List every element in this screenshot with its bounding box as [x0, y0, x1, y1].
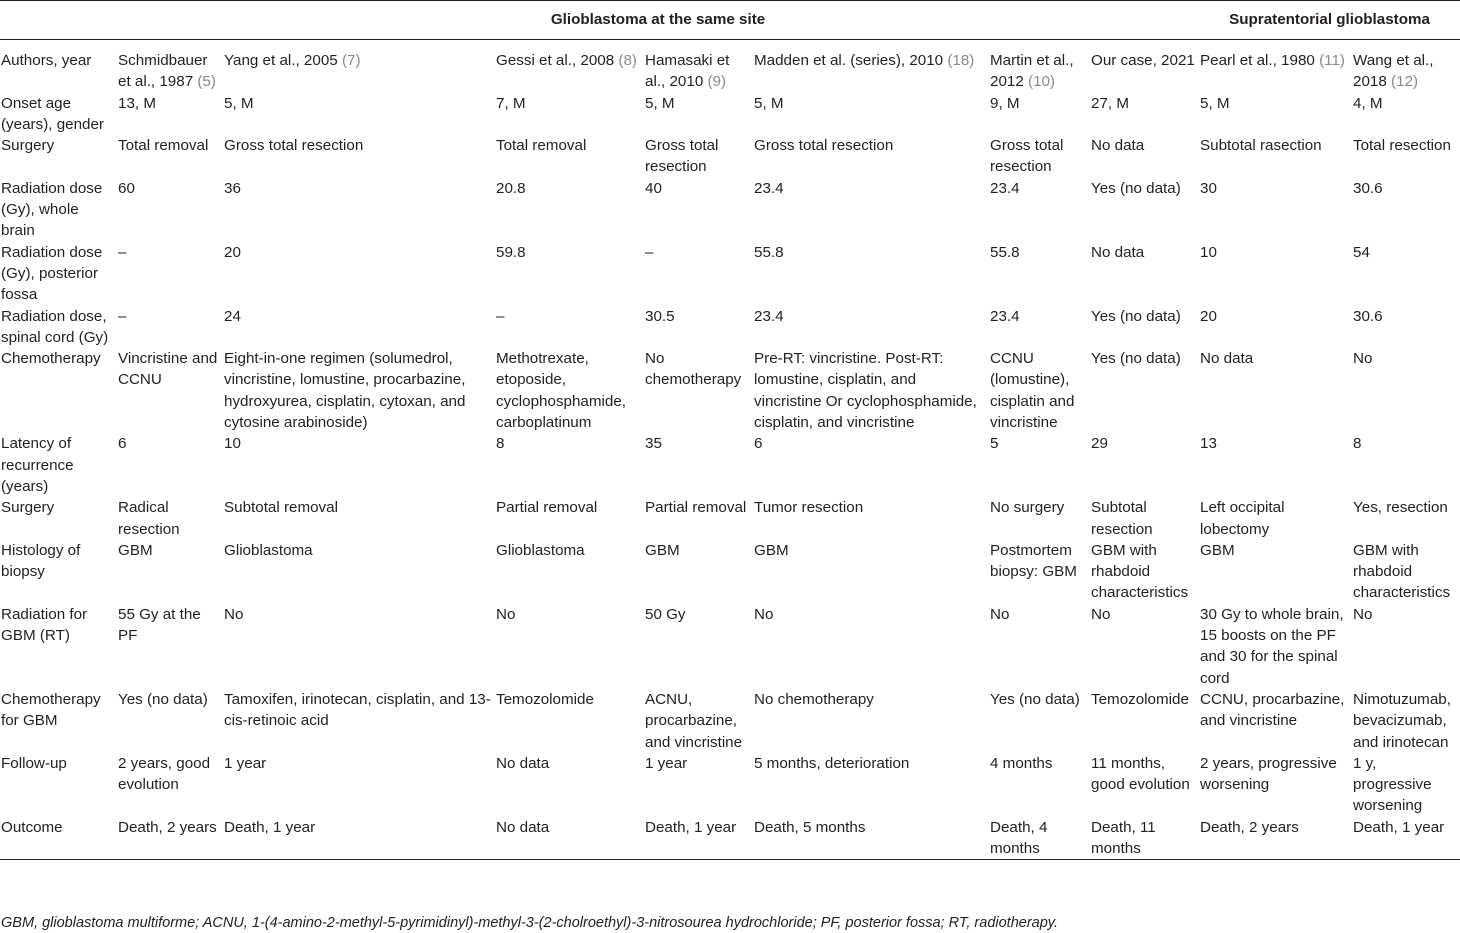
table-cell: Our case, 2021 — [1091, 52, 1195, 69]
table-cell: Total removal — [496, 137, 587, 155]
header-empty-cell — [0, 1, 117, 40]
table-cell: 6 — [118, 435, 127, 453]
table-cell: Yes (no data) — [990, 690, 1080, 708]
table-cell: 8 — [496, 435, 505, 453]
table-cell: Hamasaki et al., 2010 (9) — [645, 52, 730, 91]
reference-link[interactable]: (9) — [707, 73, 727, 91]
table-cell: Death, 2 years — [118, 818, 217, 836]
table-cell: 1 y, progressive worsening — [1353, 754, 1432, 815]
table-cell: GBM with rhabdoid characteristics — [1091, 541, 1189, 602]
table-cell: 29 — [1091, 435, 1108, 453]
table-cell: Nimotuzumab, bevacizumab, and irinotecan — [1353, 690, 1451, 751]
table-cell: 30 Gy to whole brain, 15 boosts on the PF and 30 for the spinal cord — [1200, 605, 1344, 687]
reference-link[interactable]: (10) — [1028, 73, 1056, 91]
table-cell: No — [990, 605, 1010, 623]
table-cell: Death, 2 years — [1200, 818, 1299, 836]
table-cell: Gross total resection — [645, 137, 719, 176]
table-cell: 8 — [1353, 435, 1362, 453]
table-cell: 50 Gy — [645, 605, 686, 623]
table-cell: – — [118, 307, 127, 325]
table-cell: No — [1353, 605, 1373, 623]
table-cell: No data — [1200, 350, 1254, 368]
row-label: Follow-up — [1, 754, 67, 772]
table-cell: GBM — [645, 541, 680, 559]
reference-link[interactable]: (8) — [618, 52, 637, 69]
table-cell: 59.8 — [496, 243, 526, 261]
table-cell: No data — [1091, 137, 1145, 155]
table-cell: 30.5 — [645, 307, 675, 325]
table-cell: Subtotal resection — [1091, 499, 1153, 538]
table-cell: Radical resection — [118, 499, 180, 538]
table-cell: 40 — [645, 179, 662, 197]
table-cell: Yes (no data) — [1091, 307, 1181, 325]
table-cell: Temozolomide — [1091, 690, 1189, 708]
table-cell: Tamoxifen, irinotecan, cisplatin, and 13-cis-retinoic acid — [224, 690, 491, 730]
row-label: Chemotherapy — [1, 350, 101, 368]
table-cell: Yes (no data) — [1091, 179, 1181, 197]
table-cell: 10 — [1200, 243, 1217, 261]
table-cell: No — [1091, 605, 1111, 623]
table-cell: 30.6 — [1353, 179, 1383, 197]
table-cell: GBM — [754, 541, 789, 559]
row-label: Radiation dose (Gy), posterior fossa — [1, 243, 103, 304]
table-cell: Death, 11 months — [1091, 818, 1156, 857]
reference-link[interactable]: (5) — [197, 73, 216, 91]
table-cell: Pearl et al., 1980 (11) — [1200, 52, 1345, 69]
table-cell: Gross total resection — [224, 137, 364, 155]
table-cell: Vincristine and CCNU — [118, 350, 218, 389]
table-cell: CCNU, procarbazine, and vincristine — [1200, 690, 1345, 730]
table-cell: 2 years, progressive worsening — [1200, 754, 1337, 794]
table-cell: Death, 1 year — [645, 818, 737, 836]
table-cell: GBM with rhabdoid characteristics — [1353, 541, 1451, 602]
table-cell: No data — [496, 754, 550, 772]
table-cell: Yang et al., 2005 (7) — [224, 52, 361, 69]
table-cell: No — [224, 605, 244, 623]
table-cell: Tumor resection — [754, 499, 864, 517]
row-label: Surgery — [1, 137, 55, 155]
table-cell: 4 months — [990, 754, 1053, 772]
row-label: Latency of recurrence (years) — [1, 435, 74, 495]
table-cell: Temozolomide — [496, 690, 594, 708]
table-cell: No chemotherapy — [754, 690, 874, 708]
table-cell: 6 — [754, 435, 763, 453]
table-cell: Gross total resection — [754, 137, 894, 155]
table-cell: Methotrexate, etoposide, cyclophosphamide, carboplatinum — [496, 350, 627, 432]
table-cell: 5, M — [224, 94, 254, 112]
table-cell: – — [496, 307, 505, 325]
table-cell: GBM — [118, 541, 153, 559]
row-label: Radiation dose (Gy), whole brain — [1, 179, 103, 240]
table-cell: 30.6 — [1353, 307, 1383, 325]
reference-link[interactable]: (18) — [947, 52, 975, 69]
reference-link[interactable]: (11) — [1319, 52, 1345, 69]
table-cell: Glioblastoma — [496, 541, 585, 559]
row-label: Outcome — [1, 818, 63, 836]
table-cell: Gross total resection — [990, 137, 1064, 176]
table-cell: 20.8 — [496, 179, 526, 197]
row-label: Radiation for GBM (RT) — [1, 605, 88, 645]
table-cell: Death, 1 year — [224, 818, 316, 836]
table-cell: Gessi et al., 2008 (8) — [496, 52, 637, 69]
table-row — [0, 178, 1460, 242]
table-cell: 27, M — [1091, 94, 1129, 112]
table-cell: 55.8 — [754, 243, 784, 261]
table-cell: 35 — [645, 435, 662, 453]
table-cell: 1 year — [224, 754, 267, 772]
table-cell: 10 — [224, 435, 241, 453]
table-cell: 9, M — [990, 94, 1020, 112]
table-cell: 5, M — [645, 94, 675, 112]
table-cell: 13 — [1200, 435, 1217, 453]
table-cell: ACNU, procarbazine, and vincristine — [645, 690, 743, 751]
table-row — [0, 689, 1460, 753]
table-cell: 20 — [224, 243, 241, 261]
table-row — [0, 348, 1460, 433]
row-label: Chemotherapy for GBM — [1, 690, 101, 730]
table-cell: 2 years, good evolution — [118, 754, 211, 794]
table-cell: Glioblastoma — [224, 541, 313, 559]
table-cell: Postmortem biopsy: GBM — [990, 541, 1077, 581]
table-cell: 5, M — [754, 94, 784, 112]
table-cell: Partial removal — [645, 499, 747, 517]
table-row — [0, 817, 1460, 860]
table-cell: No — [496, 605, 516, 623]
table-cell: Subtotal rasection — [1200, 137, 1322, 155]
table-cell: Yes, resection — [1353, 499, 1448, 517]
table-cell: Death, 1 year — [1353, 818, 1445, 836]
table-cell: 20 — [1200, 307, 1217, 325]
table-cell: 24 — [224, 307, 241, 325]
table-cell: 23.4 — [990, 307, 1020, 325]
table-cell: Subtotal removal — [224, 499, 338, 517]
table-cell: Schmidbauer et al., 1987 (5) — [118, 52, 216, 91]
table-cell: Martin et al., 2012 (10) — [990, 52, 1074, 91]
reference-link[interactable]: (7) — [341, 52, 361, 69]
row-label: Onset age (years), gender — [1, 94, 104, 133]
table-cell: Wang et al., 2018 (12) — [1353, 52, 1434, 91]
table-cell: 55.8 — [990, 243, 1020, 261]
table-cell: 23.4 — [754, 307, 784, 325]
table-footnote: GBM, glioblastoma multiforme; ACNU, 1-(4-amino-2-methyl-5-pyrimidinyl)-methyl-3-(2-cholroethyl)-3-nitrosourea hydrochloride; PF, posterior fossa; RT, radiotherapy. — [1, 915, 1058, 931]
table-cell: – — [118, 243, 127, 261]
table-cell: 5 months, deterioration — [754, 754, 910, 772]
table-cell: 11 months, good evolution — [1091, 754, 1190, 794]
table-cell: No chemotherapy — [645, 350, 742, 389]
table-cell: 1 year — [645, 754, 688, 772]
table-cell: Madden et al. (series), 2010 (18) — [754, 52, 975, 69]
table-cell: No surgery — [990, 499, 1065, 517]
table-row — [0, 433, 1460, 497]
table-cell: Partial removal — [496, 499, 598, 517]
table-row — [0, 242, 1460, 306]
header-group-same-site: Glioblastoma at the same site — [550, 11, 766, 29]
table-row — [0, 540, 1460, 604]
row-label: Surgery — [1, 499, 55, 517]
table-cell: Total removal — [118, 137, 209, 155]
table-cell: 13, M — [118, 94, 156, 112]
table-row — [0, 604, 1460, 689]
table-cell: 23.4 — [990, 179, 1020, 197]
table-cell: 30 — [1200, 179, 1217, 197]
table-cell: 54 — [1353, 243, 1370, 261]
table-cell: – — [645, 243, 654, 261]
table-row — [0, 40, 1460, 93]
table-cell: 4, M — [1353, 94, 1383, 112]
table-cell: Death, 5 months — [754, 818, 866, 836]
table-cell: 7, M — [496, 94, 526, 112]
table-cell: 36 — [224, 179, 241, 197]
row-label: Radiation dose, spinal cord (Gy) — [1, 307, 109, 346]
table-header-row — [0, 1, 1460, 40]
table-cell: GBM — [1200, 541, 1235, 559]
table-cell: 5, M — [1200, 94, 1230, 112]
table-cell: Yes (no data) — [1091, 350, 1181, 368]
table-row — [0, 93, 1460, 136]
table-cell: 23.4 — [754, 179, 784, 197]
table-cell: 60 — [118, 179, 135, 197]
row-label: Authors, year — [1, 52, 92, 69]
table-cell: CCNU (lomustine), cisplatin and vincristine — [990, 350, 1075, 432]
table-cell: Left occipital lobectomy — [1200, 499, 1285, 538]
table-row — [0, 497, 1460, 540]
table-cell: Total resection — [1353, 137, 1451, 155]
table-cell: No — [1353, 350, 1373, 368]
table-cell: No data — [496, 818, 550, 836]
table-cell: No — [754, 605, 774, 623]
header-group-supratentorial: Supratentorial glioblastoma — [1229, 11, 1430, 29]
table-row — [0, 135, 1460, 178]
table-cell: Yes (no data) — [118, 690, 208, 708]
table-cell: Eight-in-one regimen (solumedrol, vincristine, lomustine, procarbazine, hydroxyurea, cisplatin, cytoxan, and cytosine arabinoside) — [224, 350, 466, 432]
row-label: Histology of biopsy — [1, 541, 81, 581]
table-cell: Death, 4 months — [990, 818, 1048, 857]
table-row — [0, 306, 1460, 349]
table-cell: 55 Gy at the PF — [118, 605, 201, 645]
table-row — [0, 753, 1460, 817]
reference-link[interactable]: (12) — [1391, 73, 1419, 91]
table-cell: Pre-RT: vincristine. Post-RT: lomustine, cisplatin, and vincristine Or cyclophosphamide, cisplatin, and vincristine — [754, 350, 977, 432]
table-cell: 5 — [990, 435, 999, 453]
table-cell: No data — [1091, 243, 1145, 261]
